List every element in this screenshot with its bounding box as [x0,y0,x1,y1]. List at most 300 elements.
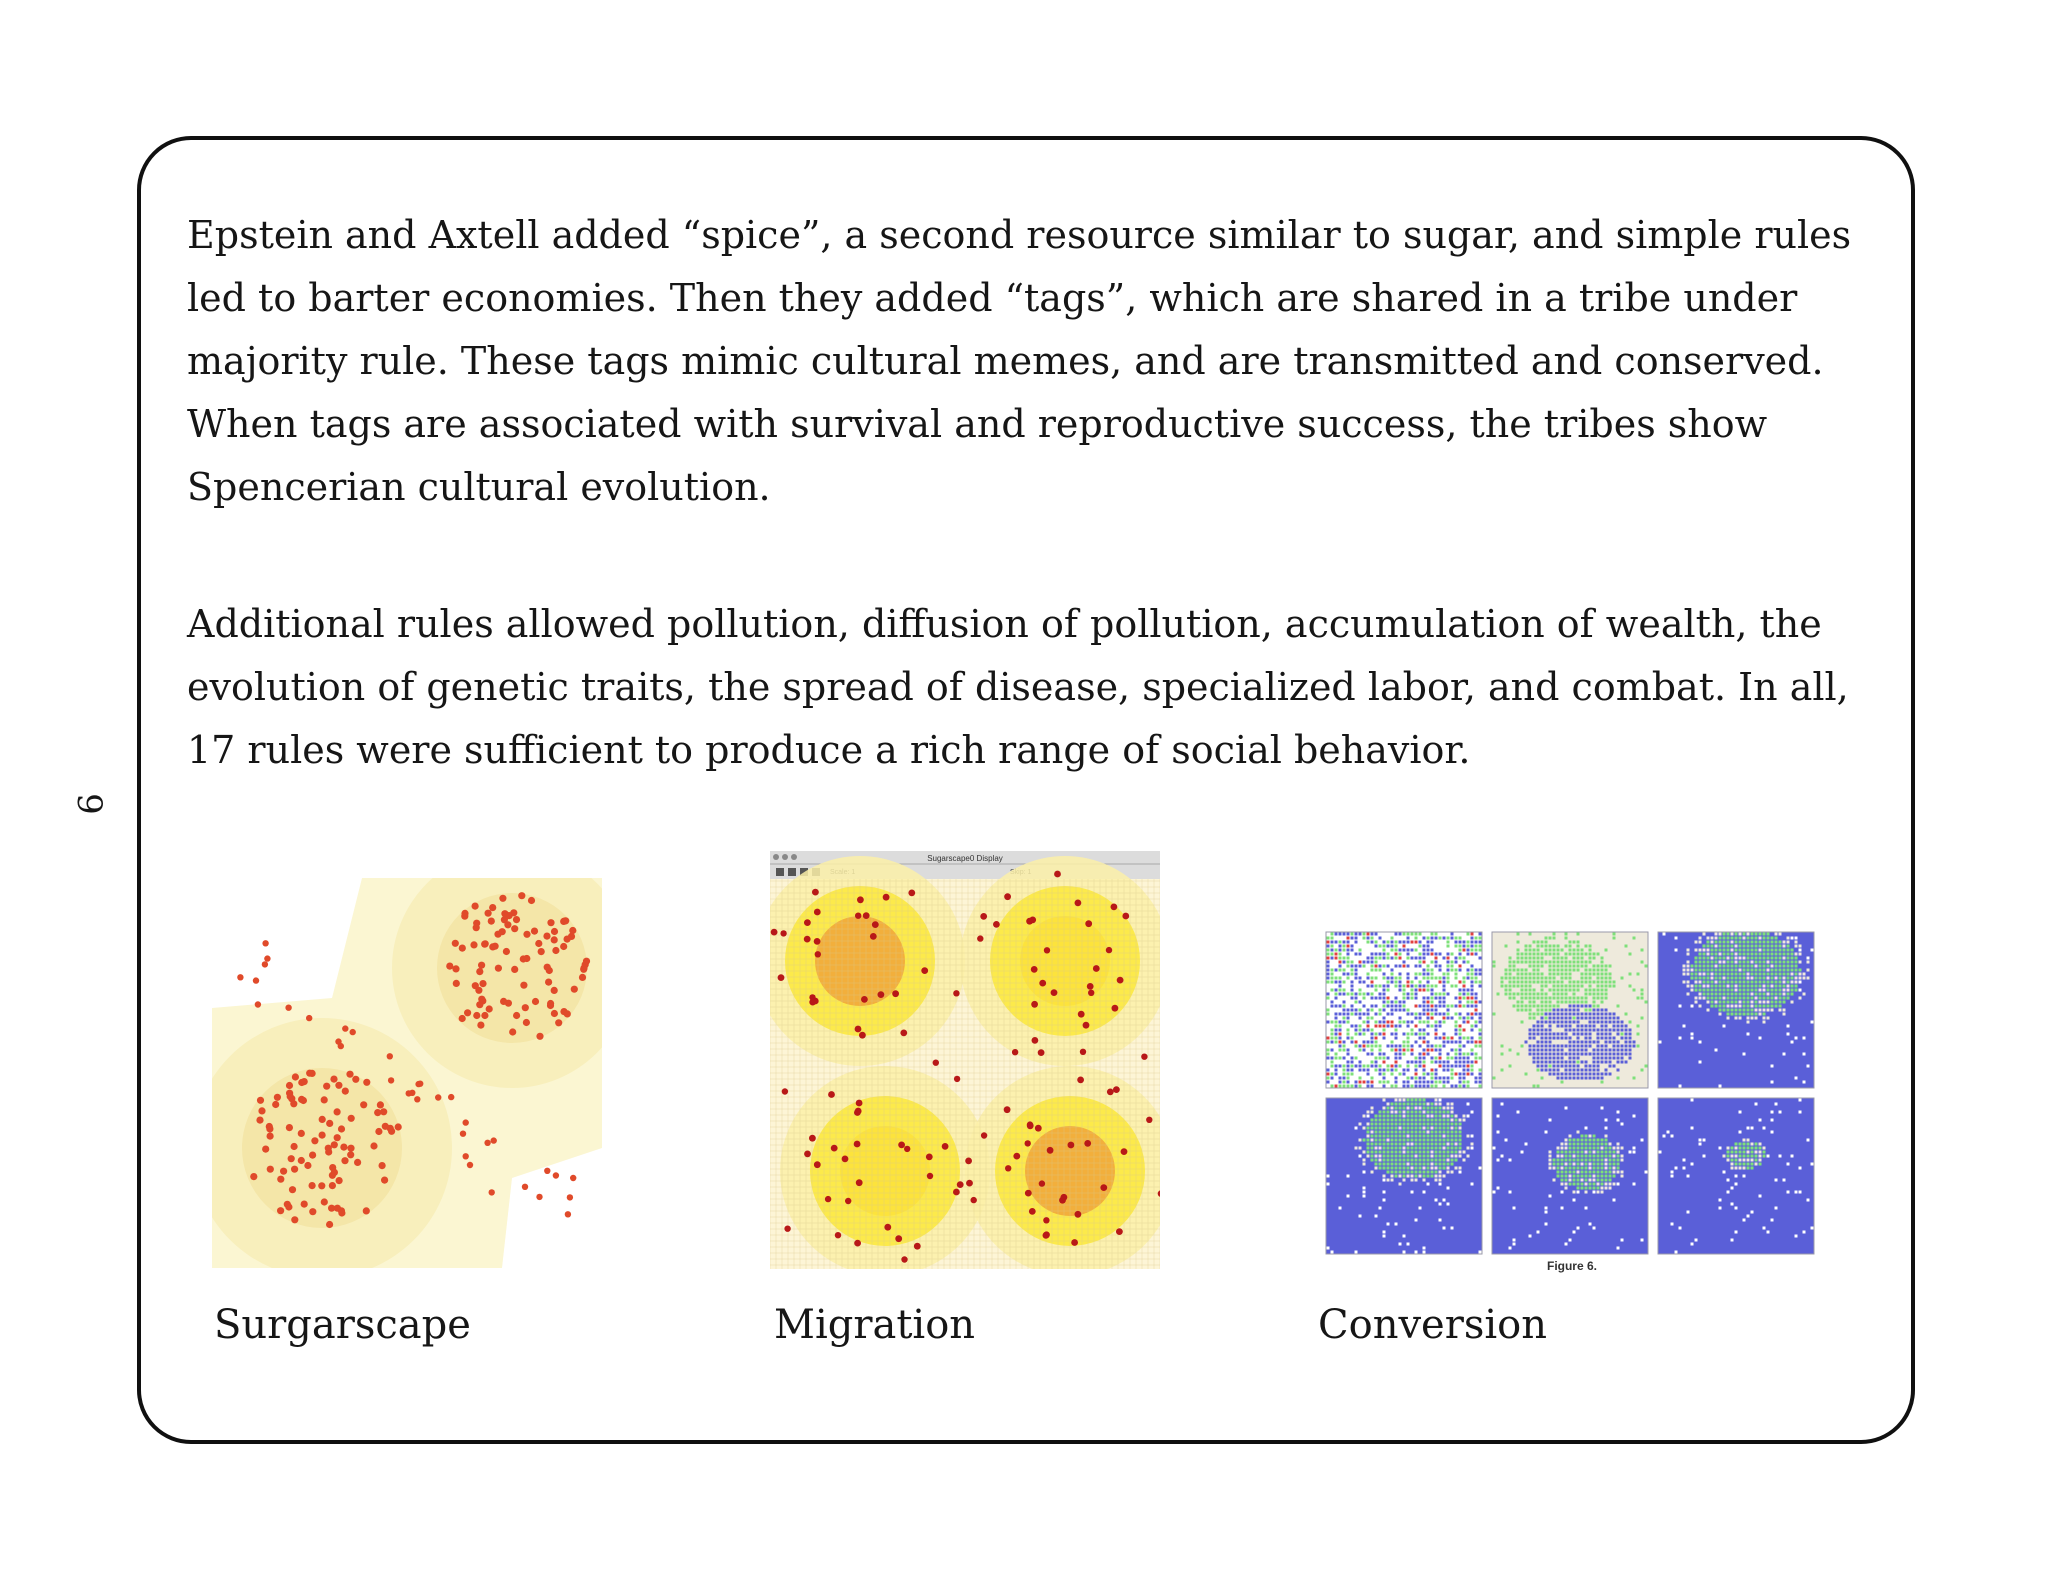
grid-cell [1419,1077,1422,1080]
grid-cell [1755,945,1758,948]
grid-cell [1735,1001,1738,1004]
grid-cell [1509,1013,1512,1016]
grid-cell [1747,1013,1750,1016]
grid-cell [1493,965,1496,968]
grid-cell [1601,1061,1604,1064]
grid-cell [1419,1151,1422,1154]
grid-cell [1383,1073,1386,1076]
grid-cell [1707,969,1710,972]
grid-cell [1343,945,1346,948]
grid-cell [1597,985,1600,988]
grid-cell [1423,1033,1426,1036]
agent-dot [363,1079,370,1086]
grid-cell [1613,961,1616,964]
grid-cell [1471,973,1474,976]
grid-cell [1585,957,1588,960]
grid-cell [1613,933,1616,936]
grid-cell [1569,1061,1572,1064]
grid-cell [1471,1029,1474,1032]
grid-cell [1423,1143,1426,1146]
grid-cell [1435,1131,1438,1134]
grid-cell [1565,1143,1568,1146]
grid-cell [1451,1107,1454,1110]
grid-cell [1427,977,1430,980]
grid-cell [1739,969,1742,972]
agent-dot [1025,1190,1032,1197]
grid-cell [1383,1127,1386,1130]
grid-cell [1371,1119,1374,1122]
agent-dot [569,927,576,934]
grid-cell [1731,949,1734,952]
grid-cell [1755,993,1758,996]
grid-cell [1621,1029,1624,1032]
grid-cell [1475,945,1478,948]
grid-cell [1419,981,1422,984]
grid-cell [1431,1107,1434,1110]
grid-cell [1747,1215,1750,1218]
grid-cell [1577,1151,1580,1154]
grid-cell [1747,937,1750,940]
grid-cell [1419,1021,1422,1024]
agent-dot [1061,1194,1068,1201]
grid-cell [1743,965,1746,968]
grid-cell [1383,1111,1386,1114]
grid-cell [1577,1001,1580,1004]
grid-cell [1707,1001,1710,1004]
grid-cell [1569,981,1572,984]
grid-cell [1347,1073,1350,1076]
grid-cell [1759,1001,1762,1004]
grid-cell [1501,953,1504,956]
grid-cell [1383,1167,1386,1170]
grid-cell [1359,1147,1362,1150]
grid-cell [1427,1175,1430,1178]
grid-cell [1403,1155,1406,1158]
grid-cell [1747,1017,1750,1020]
grid-cell [1403,941,1406,944]
grid-cell [1557,1057,1560,1060]
grid-cell [1427,945,1430,948]
grid-cell [1569,945,1572,948]
agent-dot [461,913,468,920]
grid-cell [1593,961,1596,964]
grid-cell [1347,945,1350,948]
grid-cell [1331,1057,1334,1060]
grid-cell [1343,1041,1346,1044]
agent-dot [340,1144,347,1151]
grid-cell [1399,1159,1402,1162]
grid-cell [1751,965,1754,968]
grid-cell [1719,1207,1722,1210]
grid-cell [1443,1115,1446,1118]
paragraph-line: evolution of genetic traits, the spread of disease, specialized labor, and combat. In all, [187,665,1849,709]
agent-dot [570,1175,576,1181]
grid-cell [1439,1049,1442,1052]
grid-cell [1581,1009,1584,1012]
grid-cell [1585,969,1588,972]
grid-cell [1359,1123,1362,1126]
grid-cell [1699,953,1702,956]
grid-cell [1759,1195,1762,1198]
grid-cell [1455,1025,1458,1028]
grid-cell [1723,1155,1726,1158]
grid-cell [1561,1167,1564,1170]
grid-cell [1549,1057,1552,1060]
agent-dot [350,1029,356,1035]
grid-cell [1505,1139,1508,1142]
grid-cell [1517,965,1520,968]
agent-dot [463,1153,469,1159]
agent-dot [321,1198,328,1205]
grid-cell [1605,1037,1608,1040]
grid-cell [1739,1143,1742,1146]
grid-cell [1735,989,1738,992]
grid-cell [1597,961,1600,964]
grid-cell [1451,1143,1454,1146]
agent-dot [1100,1184,1107,1191]
grid-cell [1521,961,1524,964]
grid-cell [1731,993,1734,996]
grid-cell [1395,1099,1398,1102]
grid-cell [1597,1033,1600,1036]
grid-cell [1447,981,1450,984]
grid-cell [1447,941,1450,944]
grid-cell [1387,1081,1390,1084]
grid-cell [1517,1053,1520,1056]
grid-cell [1703,977,1706,980]
grid-cell [1711,997,1714,1000]
grid-cell [1443,1175,1446,1178]
grid-cell [1755,977,1758,980]
grid-cell [1577,1147,1580,1150]
grid-cell [1537,1017,1540,1020]
grid-cell [1355,1001,1358,1004]
grid-cell [1759,997,1762,1000]
agent-dot [414,1096,420,1102]
grid-cell [1771,977,1774,980]
grid-cell [1371,1029,1374,1032]
grid-cell [1763,1021,1766,1024]
grid-cell [1379,1163,1382,1166]
grid-cell [1355,1147,1358,1150]
grid-cell [1577,1057,1580,1060]
grid-cell [1589,957,1592,960]
grid-cell [1439,1179,1442,1182]
grid-cell [1605,1033,1608,1036]
grid-cell [1687,1211,1690,1214]
grid-cell [1707,965,1710,968]
grid-cell [1605,1159,1608,1162]
grid-cell [1581,1179,1584,1182]
grid-cell [1371,985,1374,988]
grid-cell [1613,1159,1616,1162]
grid-cell [1371,1085,1374,1088]
grid-cell [1427,1073,1430,1076]
grid-cell [1411,1171,1414,1174]
grid-cell [1455,977,1458,980]
grid-cell [1407,1069,1410,1072]
grid-cell [1589,1139,1592,1142]
grid-cell [1521,1017,1524,1020]
grid-cell [1537,1049,1540,1052]
grid-cell [1403,933,1406,936]
grid-cell [1727,957,1730,960]
grid-cell [1537,949,1540,952]
grid-cell [1391,1139,1394,1142]
agent-dot [448,1094,454,1100]
grid-cell [1597,965,1600,968]
grid-cell [1613,937,1616,940]
grid-cell [1355,1041,1358,1044]
grid-cell [1513,989,1516,992]
grid-cell [1549,945,1552,948]
agent-dot [845,1198,851,1204]
grid-cell [1451,1139,1454,1142]
grid-cell [1541,1017,1544,1020]
grid-cell [1549,981,1552,984]
grid-cell [1493,989,1496,992]
grid-cell [1767,1017,1770,1020]
grid-cell [1565,1077,1568,1080]
grid-cell [1581,1021,1584,1024]
grid-cell [1601,1143,1604,1146]
grid-cell [1557,1017,1560,1020]
grid-cell [1439,965,1442,968]
agent-dot [300,1097,307,1104]
grid-cell [1439,1013,1442,1016]
grid-cell [1803,973,1806,976]
grid-cell [1359,933,1362,936]
grid-cell [1363,1069,1366,1072]
grid-cell [1795,969,1798,972]
grid-cell [1375,1037,1378,1040]
grid-cell [1573,969,1576,972]
grid-cell [1561,985,1564,988]
grid-cell [1505,993,1508,996]
grid-cell [1411,1175,1414,1178]
grid-cell [1553,1013,1556,1016]
grid-cell [1375,989,1378,992]
agent-dot [258,1107,265,1114]
grid-cell [1755,997,1758,1000]
grid-cell [1343,993,1346,996]
grid-cell [1395,1081,1398,1084]
grid-cell [1431,1151,1434,1154]
grid-cell [1775,969,1778,972]
grid-cell [1375,1041,1378,1044]
grid-cell [1363,1159,1366,1162]
grid-cell [1379,1159,1382,1162]
grid-cell [1549,1073,1552,1076]
grid-cell [1427,1053,1430,1056]
grid-cell [1707,997,1710,1000]
grid-cell [1431,941,1434,944]
grid-cell [1609,1167,1612,1170]
grid-cell [1545,973,1548,976]
grid-cell [1431,1013,1434,1016]
grid-cell [1565,961,1568,964]
grid-cell [1327,945,1330,948]
agent-dot [1117,977,1124,984]
grid-cell [1735,965,1738,968]
grid-cell [1549,1155,1552,1158]
grid-cell [1791,1001,1794,1004]
grid-cell [1451,953,1454,956]
grid-cell [1407,1127,1410,1130]
grid-cell [1609,1183,1612,1186]
grid-cell [1471,1073,1474,1076]
grid-cell [1467,1069,1470,1072]
grid-cell [1383,1061,1386,1064]
grid-cell [1711,937,1714,940]
grid-cell [1383,953,1386,956]
grid-cell [1553,1057,1556,1060]
grid-cell [1703,945,1706,948]
grid-cell [1447,1115,1450,1118]
grid-cell [1743,949,1746,952]
grid-cell [1589,1013,1592,1016]
grid-cell [1419,953,1422,956]
grid-cell [1569,1139,1572,1142]
grid-cell [1589,1171,1592,1174]
grid-cell [1629,1029,1632,1032]
agent-dot [326,1221,333,1228]
grid-cell [1565,957,1568,960]
grid-cell [1609,1155,1612,1158]
grid-cell [1743,1147,1746,1150]
grid-cell [1339,961,1342,964]
agent-dot [520,982,527,989]
grid-cell [1723,1171,1726,1174]
grid-cell [1751,949,1754,952]
grid-cell [1783,953,1786,956]
grid-cell [1391,1123,1394,1126]
grid-cell [1565,1005,1568,1008]
grid-cell [1371,1135,1374,1138]
agent-dot [564,1010,571,1017]
grid-cell [1763,953,1766,956]
grid-cell [1549,1017,1552,1020]
grid-cell [1521,1009,1524,1012]
grid-cell [1443,997,1446,1000]
grid-cell [1533,993,1536,996]
grid-cell [1467,1037,1470,1040]
grid-cell [1435,1057,1438,1060]
grid-cell [1403,1167,1406,1170]
grid-cell [1467,969,1470,972]
grid-cell [1371,1107,1374,1110]
grid-cell [1435,977,1438,980]
grid-cell [1459,981,1462,984]
grid-cell [1427,1119,1430,1122]
grid-cell [1565,1171,1568,1174]
grid-cell [1549,953,1552,956]
grid-cell [1525,945,1528,948]
grid-cell [1471,1065,1474,1068]
grid-cell [1683,981,1686,984]
grid-cell [1605,989,1608,992]
grid-cell [1407,1037,1410,1040]
grid-cell [1537,1069,1540,1072]
grid-cell [1747,953,1750,956]
grid-cell [1383,1139,1386,1142]
grid-cell [1427,1045,1430,1048]
grid-cell [1767,969,1770,972]
grid-cell [1423,1053,1426,1056]
grid-cell [1617,1159,1620,1162]
grid-cell [1455,1159,1458,1162]
grid-cell [1581,1143,1584,1146]
grid-cell [1593,997,1596,1000]
grid-cell [1427,1017,1430,1020]
grid-cell [1703,973,1706,976]
grid-cell [1521,1151,1524,1154]
grid-cell [1343,1077,1346,1080]
agent-dot [290,1100,297,1107]
grid-cell [1435,1123,1438,1126]
grid-cell [1431,1009,1434,1012]
grid-cell [1605,1175,1608,1178]
grid-cell [1367,1111,1370,1114]
grid-cell [1513,981,1516,984]
agent-dot [484,1140,490,1146]
agent-dot [1080,1049,1086,1055]
grid-cell [1391,1005,1394,1008]
grid-cell [1561,945,1564,948]
grid-cell [1565,1001,1568,1004]
grid-cell [1411,1029,1414,1032]
agent-dot [354,1159,361,1166]
agent-dot [571,986,578,993]
grid-cell [1573,1069,1576,1072]
grid-cell [1347,961,1350,964]
grid-cell [1791,949,1794,952]
grid-cell [1735,949,1738,952]
agent-dot [309,1182,316,1189]
grid-cell [1517,957,1520,960]
grid-cell [1759,1005,1762,1008]
grid-cell [1403,1069,1406,1072]
grid-cell [1431,973,1434,976]
grid-cell [1747,933,1750,936]
grid-cell [1371,981,1374,984]
grid-cell [1731,1203,1734,1206]
agent-dot [341,1157,348,1164]
grid-cell [1339,969,1342,972]
grid-cell [1367,1135,1370,1138]
grid-cell [1435,965,1438,968]
grid-cell [1391,1103,1394,1106]
grid-cell [1435,933,1438,936]
grid-cell [1679,1227,1682,1230]
grid-cell [1811,1021,1814,1024]
grid-cell [1597,1001,1600,1004]
grid-cell [1795,981,1798,984]
grid-cell [1423,937,1426,940]
grid-cell [1451,1065,1454,1068]
grid-cell [1537,945,1540,948]
agent-dot [291,1166,298,1173]
grid-cell [1783,969,1786,972]
grid-cell [1387,1159,1390,1162]
grid-cell [1367,1147,1370,1150]
grid-cell [1363,1187,1366,1190]
grid-cell [1605,1073,1608,1076]
grid-cell [1565,1155,1568,1158]
grid-cell [1763,1017,1766,1020]
grid-cell [1739,961,1742,964]
grid-cell [1605,1041,1608,1044]
